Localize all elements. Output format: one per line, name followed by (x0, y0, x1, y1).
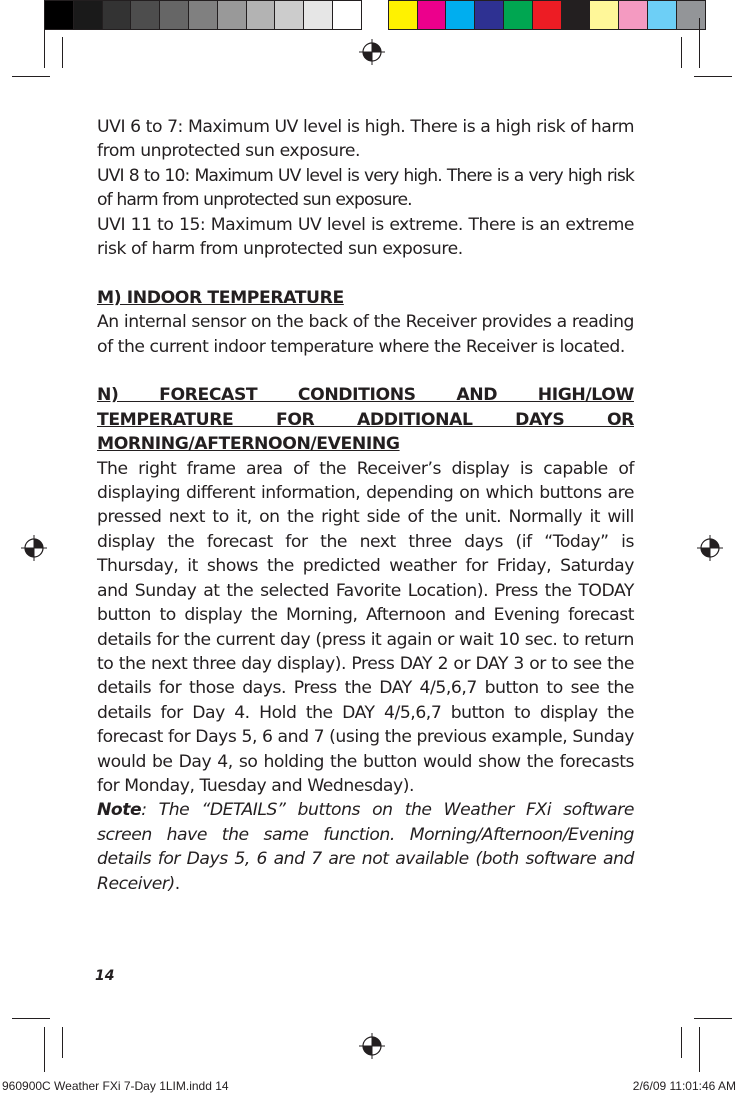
swatch-pink (618, 0, 648, 30)
swatch-registration (561, 0, 591, 30)
swatch-cyan (445, 0, 475, 30)
uvi-extreme-paragraph: UVI 11 to 15: Maximum UV level is extreme. There is an extreme risk of harm from unprotected sun exposure. (97, 214, 634, 260)
uvi-high-paragraph: UVI 6 to 7: Maximum UV level is high. There is a high risk of harm from unprotected sun exposure. (97, 117, 634, 162)
page-number: 14 (95, 968, 115, 984)
note-text: : The “DETAILS” buttons on the Weather FXi software screen have the same function. Morning/Afternoon/Evening details for Days 5, 6 and 7 are not available (both software and Receiver) (97, 800, 634, 894)
swatch-gray-30 (246, 0, 276, 30)
registration-mark-top (359, 39, 385, 65)
crop-mark-tl-h (12, 76, 50, 77)
swatch-gray-50 (188, 0, 218, 30)
slug-timestamp: 2/6/09 11:01:46 AM (632, 1079, 736, 1093)
note-paragraph (97, 798, 634, 896)
crop-mark-bl-h (12, 1018, 50, 1019)
swatch-green (503, 0, 533, 30)
swatch-gray-40 (217, 0, 247, 30)
swatch-gray (676, 0, 706, 30)
crop-mark-tr-v (681, 37, 682, 68)
crop-mark-tr-h (694, 76, 732, 77)
crop-mark-bl-v2 (44, 1027, 45, 1072)
swatch-light-yellow (589, 0, 619, 30)
swatch-gap (361, 0, 388, 30)
section-n-heading: N) FORECAST CONDITIONS AND HIGH/LOW TEMPERATURE FOR ADDITIONAL DAYS OR MORNING/AFTERNOON/EVENING (97, 385, 634, 455)
swatch-gray-70 (130, 0, 160, 30)
registration-mark-bottom (359, 1033, 385, 1059)
crop-mark-br-h (694, 1018, 732, 1019)
swatch-magenta (417, 0, 447, 30)
crop-mark-tl-v3 (44, 18, 45, 68)
swatch-blue (474, 0, 504, 30)
swatch-black (44, 0, 74, 30)
slug-filename: 960900C Weather FXi 7-Day 1LIM.indd 14 (2, 1079, 229, 1093)
page-content (97, 115, 634, 896)
swatch-gray-10 (303, 0, 333, 30)
swatch-gray-80 (102, 0, 132, 30)
registration-mark-right (697, 535, 723, 561)
swatch-white (332, 0, 362, 30)
section-n-body: The right frame area of the Receiver’s display is capable of displaying different information, depending on which buttons are pressed next to it, on the right side of the unit. Normally it will display the forecast for the next three days (if “Today” is Thursday, it shows the predicted weather for Friday, Saturday and Sunday at the selected Favorite Location). Press the TODAY button to display the Morning, Afternoon and Evening forecast details for the current day (press it again or wait 10 sec. to return to the next three day display). Press DAY 2 or DAY 3 or to see the details for those days. Press the DAY 4/5,6,7 button to see the details for Day 4. Hold the DAY 4/5,6,7 button to display the forecast for Days 5, 6 and 7 (using the previous example, Sunday would be Day 4, so holding the button would show the forecasts for Monday, Tuesday and Wednesday). (97, 458, 634, 796)
swatch-light-cyan (647, 0, 677, 30)
crop-mark-tr-v2 (699, 18, 700, 68)
section-m-heading: M) INDOOR TEMPERATURE (97, 287, 344, 308)
swatch-gray-20 (274, 0, 304, 30)
crop-mark-tl-v (62, 37, 63, 68)
note-period: . (174, 873, 180, 894)
registration-mark-left (21, 535, 47, 561)
crop-mark-bl-v (62, 1027, 63, 1058)
swatch-yellow (388, 0, 418, 30)
crop-mark-br-v2 (699, 1027, 700, 1072)
color-bar (44, 0, 705, 30)
uvi-very-high-paragraph: UVI 8 to 10: Maximum UV level is very high. There is a very high risk of harm from unprotected sun exposure. (97, 165, 634, 211)
crop-mark-br-v (681, 1027, 682, 1058)
swatch-gray-90 (73, 0, 103, 30)
swatch-gray-60 (159, 0, 189, 30)
swatch-red (532, 0, 562, 30)
section-m-body: An internal sensor on the back of the Receiver provides a reading of the current indoor temperature where the Receiver is located. (97, 312, 634, 357)
note-label: Note (97, 800, 142, 821)
